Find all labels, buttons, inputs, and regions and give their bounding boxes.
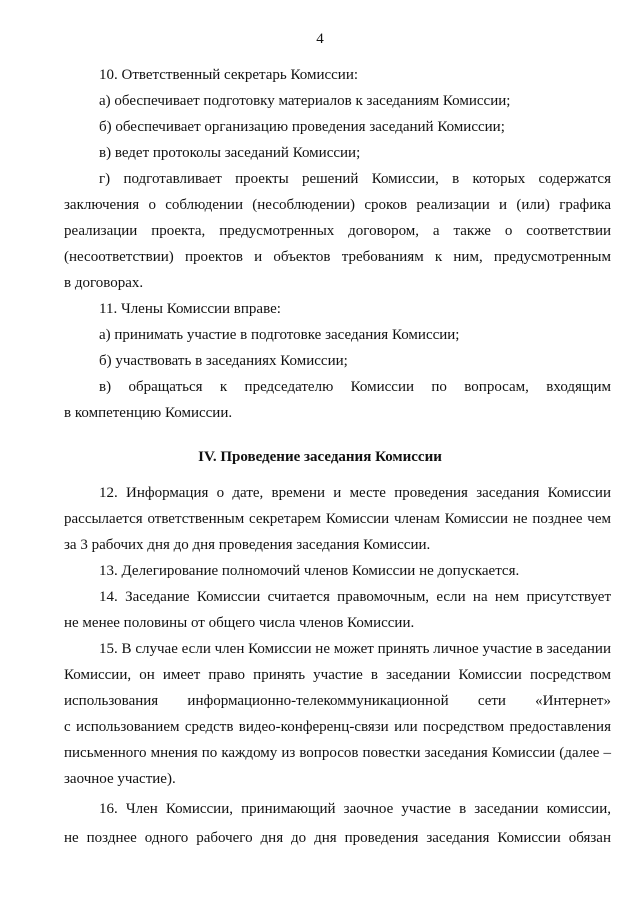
paragraph-line: а) обеспечивает подготовку материалов к заседаниям Комиссии;	[99, 93, 511, 109]
paragraph-line: г) подготавливает проекты решений Комиссии, в которых содержатся	[99, 171, 611, 187]
paragraph-line: письменного мнения по каждому из вопросов повестки заседания Комиссии (далее –	[64, 745, 611, 761]
paragraph-line: 10. Ответственный секретарь Комиссии:	[99, 67, 359, 83]
paragraph-line: 12. Информация о дате, времени и месте проведения заседания Комиссии	[99, 485, 611, 501]
paragraph-line: использования информационно-телекоммуникационной сети «Интернет»	[64, 693, 611, 709]
paragraph-line: б) обеспечивает организацию проведения заседаний Комиссии;	[99, 119, 505, 135]
paragraph-line: в) обращаться к председателю Комиссии по вопросам, входящим	[99, 379, 611, 395]
paragraph-line: реализации проекта, предусмотренных договором, а также о соответствии	[64, 223, 611, 239]
page-number: 4	[316, 31, 324, 47]
paragraph-line: с использованием средств видео-конференц-связи или посредством предоставления	[64, 719, 611, 735]
paragraph-line: 14. Заседание Комиссии считается правомочным, если на нем присутствует	[99, 589, 611, 605]
paragraph-line: за 3 рабочих дня до дня проведения заседания Комиссии.	[64, 537, 431, 553]
paragraph-line: 13. Делегирование полномочий членов Комиссии не допускается.	[99, 563, 520, 579]
paragraph-line: Комиссии, он имеет право принять участие в заседании Комиссии посредством	[64, 667, 611, 683]
paragraph-line: в компетенцию Комиссии.	[64, 405, 233, 421]
paragraph-line: 15. В случае если член Комиссии не может принять личное участие в заседании	[99, 641, 611, 657]
paragraph-line: 11. Члены Комиссии вправе:	[99, 301, 281, 317]
paragraph-line: б) участвовать в заседаниях Комиссии;	[99, 353, 348, 369]
paragraph-line: 16. Член Комиссии, принимающий заочное участие в заседании комиссии,	[99, 801, 611, 817]
section-heading: IV. Проведение заседания Комиссии	[198, 449, 442, 465]
paragraph-line: в) ведет протоколы заседаний Комиссии;	[99, 145, 361, 161]
paragraph-line: (несоответствии) проектов и объектов требованиям к ним, предусмотренным	[64, 249, 611, 265]
paragraph-line: а) принимать участие в подготовке заседания Комиссии;	[99, 327, 460, 343]
paragraph-line: заключения о соблюдении (несоблюдении) сроков реализации и (или) графика	[64, 197, 611, 213]
paragraph-line: рассылается ответственным секретарем Комиссии членам Комиссии не позднее чем	[64, 511, 611, 527]
paragraph-line: не позднее одного рабочего дня до дня проведения заседания Комиссии обязан	[64, 830, 611, 846]
paragraph-line: не менее половины от общего числа членов Комиссии.	[64, 615, 415, 631]
paragraph-line: в договорах.	[64, 275, 144, 291]
paragraph-line: заочное участие).	[64, 771, 176, 787]
